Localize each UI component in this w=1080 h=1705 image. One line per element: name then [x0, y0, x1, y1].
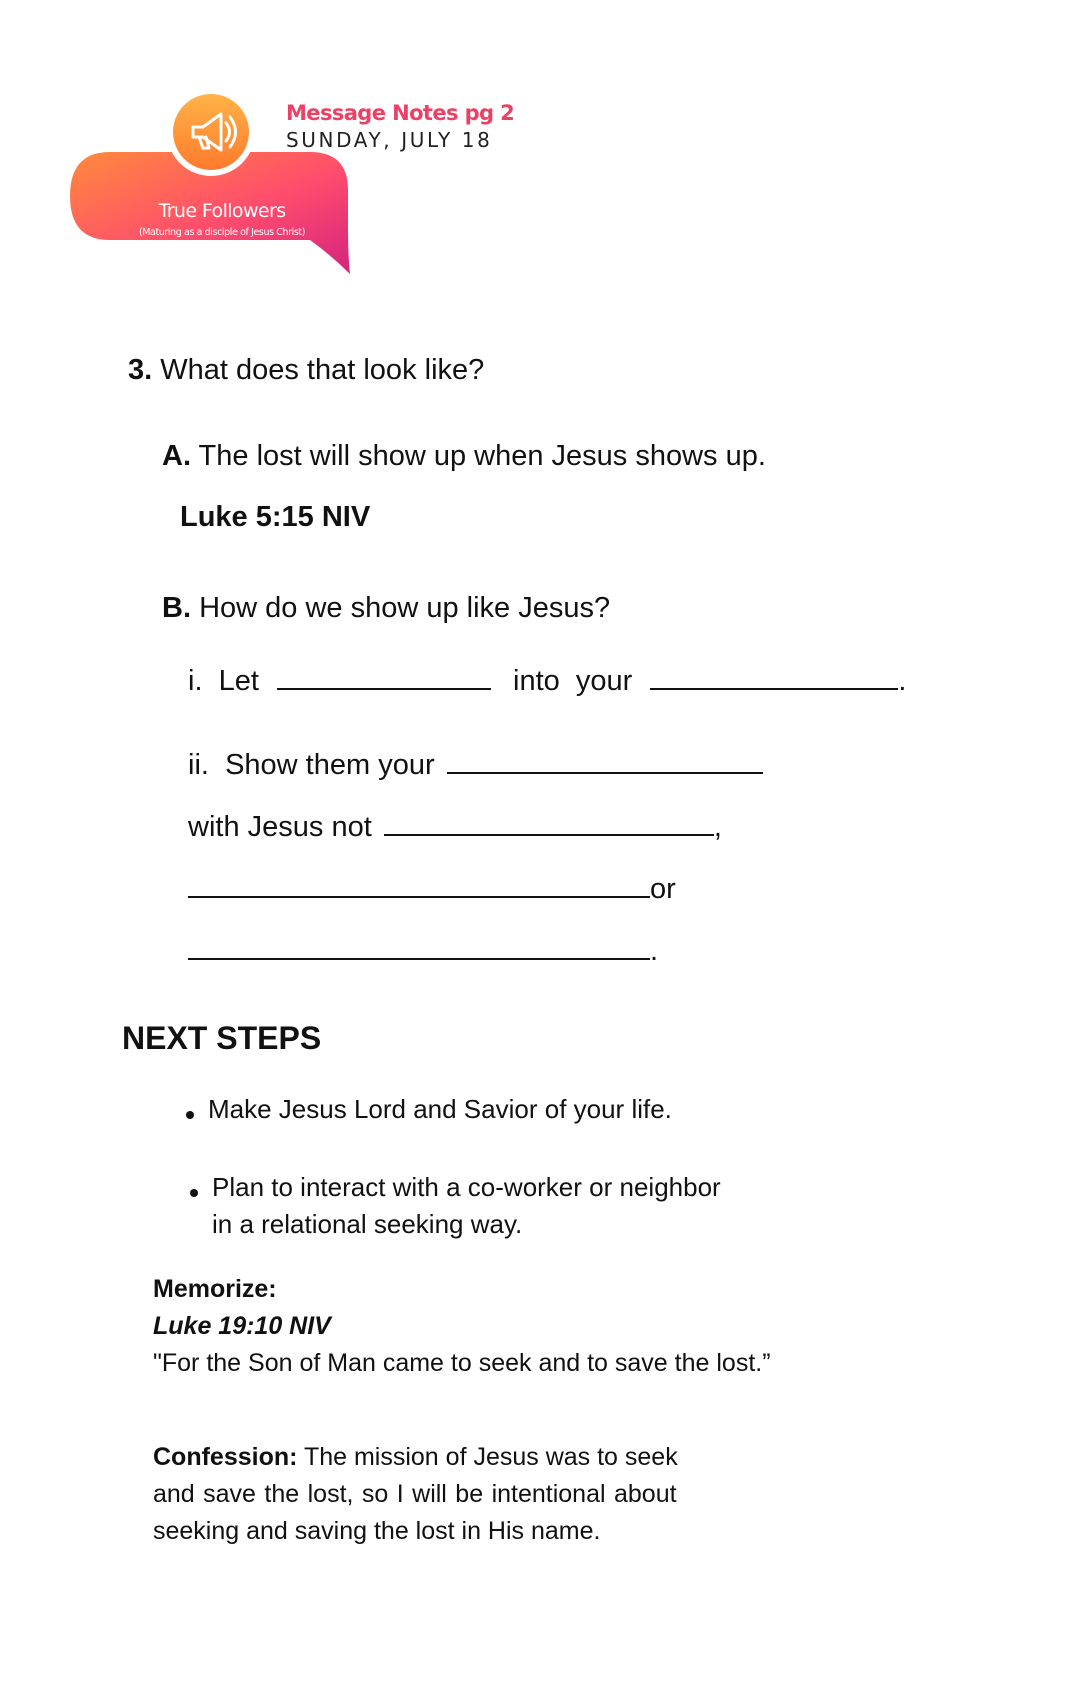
next-step-item: Plan to interact with a co-worker or neighbor [212, 1172, 721, 1202]
bullet-icon [190, 1189, 198, 1197]
fill-text: Let [218, 665, 259, 697]
fill-in-ii-line3 [188, 872, 676, 906]
memory-verse: "For the Son of Man came to seek and to save the lost.” [153, 1349, 771, 1377]
series-title: True Followers [158, 200, 286, 222]
confession-text: The mission of Jesus was to seek [297, 1443, 678, 1471]
or-text: or [650, 873, 676, 905]
point-text: What does that look like? [160, 354, 485, 386]
comma: , [713, 811, 722, 843]
fill-in-ii [188, 748, 763, 782]
point-3 [128, 354, 484, 387]
numeral: i. [188, 665, 203, 697]
blank-line[interactable] [447, 748, 763, 774]
next-steps-heading: NEXT STEPS [122, 1020, 322, 1056]
blank-line[interactable] [650, 664, 898, 690]
confession-line-1 [153, 1443, 678, 1472]
period: . [650, 935, 659, 967]
point-letter: B. [162, 592, 191, 624]
page-title: Message Notes pg 2 [286, 101, 515, 125]
fill-in-ii-line2 [188, 810, 722, 844]
point-b [162, 592, 610, 625]
point-a [162, 440, 766, 473]
point-number: 3. [128, 354, 153, 386]
series-subtitle: (Maturing as a disciple of Jesus Christ) [138, 227, 306, 238]
confession-line-3: seeking and saving the lost in His name. [153, 1517, 601, 1545]
blank-line[interactable] [277, 664, 491, 690]
next-step-item: Make Jesus Lord and Savior of your life. [208, 1094, 672, 1124]
memorize-label: Memorize: [153, 1275, 277, 1303]
blank-line[interactable] [188, 872, 650, 898]
fill-text: Show them your [225, 749, 435, 781]
period: . [898, 665, 907, 697]
point-letter: A. [162, 440, 191, 472]
point-text: The lost will show up when Jesus shows up. [198, 440, 766, 472]
next-step-item-continued: in a relational seeking way. [212, 1209, 523, 1239]
fill-in-ii-line4 [188, 934, 658, 968]
service-date: SUNDAY, JULY 18 [286, 128, 493, 152]
fill-text: into your [513, 665, 633, 697]
memorize-reference: Luke 19:10 NIV [153, 1312, 331, 1340]
blank-line[interactable] [188, 934, 650, 960]
scripture-reference: Luke 5:15 NIV [180, 501, 371, 533]
confession-label: Confession: [153, 1443, 298, 1471]
numeral: ii. [188, 749, 209, 781]
blank-line[interactable] [384, 810, 714, 836]
point-text: How do we show up like Jesus? [199, 592, 611, 624]
fill-text: with Jesus not [188, 811, 372, 843]
bullet-icon [186, 1111, 194, 1119]
confession-line-2: and save the lost, so I will be intentional about [153, 1480, 677, 1508]
fill-in-i [188, 664, 906, 698]
